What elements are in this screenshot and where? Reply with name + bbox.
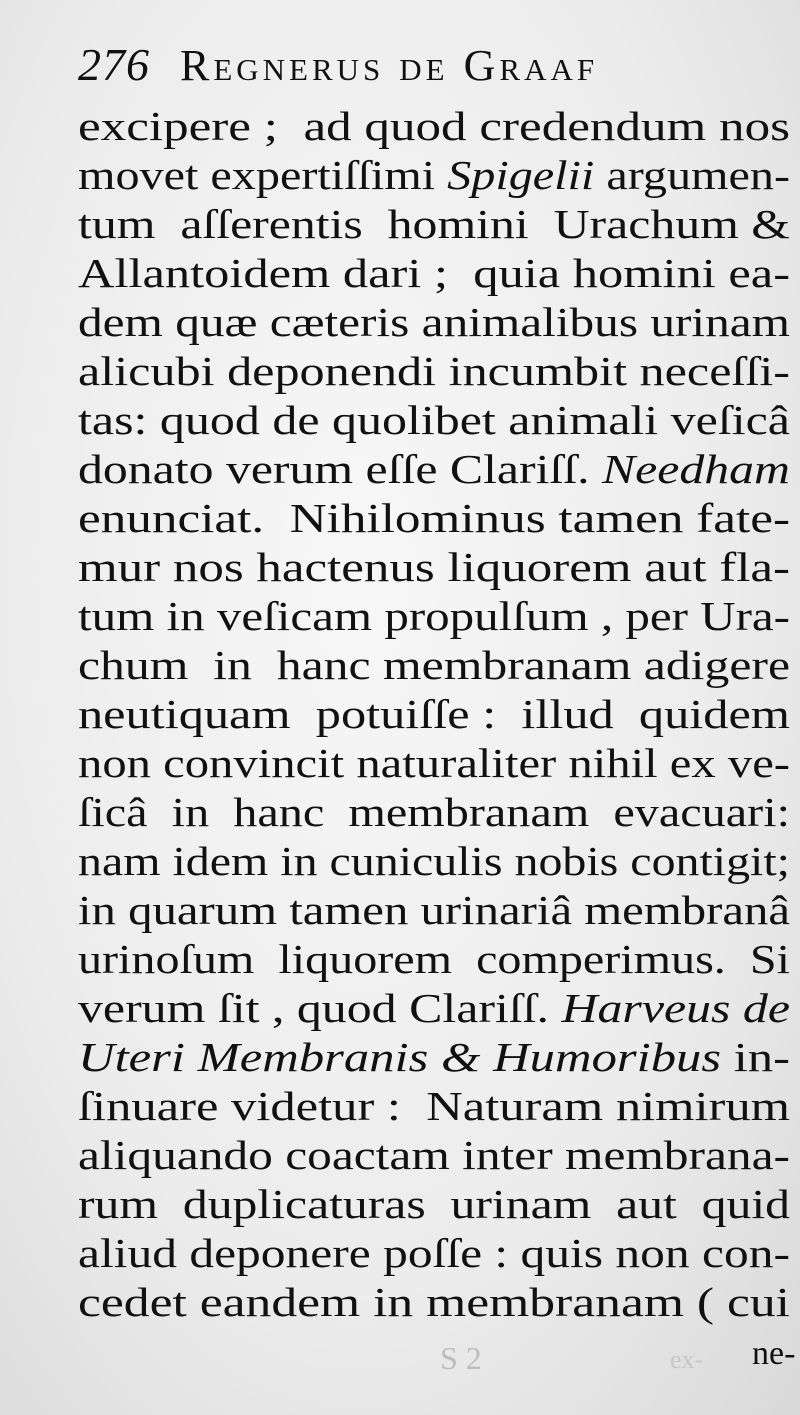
text-line xyxy=(78,1082,790,1131)
text-line xyxy=(78,298,790,347)
text-line xyxy=(78,396,790,445)
page-number: 276 xyxy=(78,39,150,90)
text-segment: ſicâ in hanc membranam evacuari: xyxy=(78,789,790,835)
text-line xyxy=(78,739,790,788)
text-segment: in- xyxy=(721,1034,790,1080)
body-text xyxy=(78,102,790,1327)
text-segment: cedet eandem in membranam ( cui xyxy=(78,1279,790,1325)
text-line xyxy=(78,151,790,200)
running-title: Regnerus de Graaf xyxy=(180,41,599,90)
text-line xyxy=(78,200,790,249)
text-line xyxy=(78,1033,790,1082)
text-segment: dem quæ cæteris animalibus urinam xyxy=(78,299,790,345)
text-segment: nam idem in cuniculis nobis contigit; xyxy=(78,838,790,884)
text-line xyxy=(78,1131,790,1180)
signature-mark: S 2 xyxy=(440,1340,482,1376)
italic-segment: Harveus de xyxy=(561,985,790,1031)
text-line xyxy=(78,984,790,1033)
text-line xyxy=(78,788,790,837)
text-segment: tas: quod de quolibet animali veſicâ xyxy=(78,397,790,443)
bleed-through-text: ex- xyxy=(670,1345,704,1374)
text-segment: chum in hanc membranam adigere xyxy=(78,642,790,688)
text-segment: excipere ; ad quod credendum nos xyxy=(78,103,790,149)
italic-segment: Spigelii xyxy=(447,152,595,198)
text-segment: tum in veſicam propulſum , per Ura- xyxy=(78,593,790,639)
text-segment: Allantoidem dari ; quia homini ea- xyxy=(78,250,790,296)
text-segment: argumen- xyxy=(594,152,790,198)
text-line xyxy=(78,592,790,641)
text-line xyxy=(78,690,790,739)
text-line xyxy=(78,249,790,298)
text-segment: verum ſit , quod Clariſſ. xyxy=(78,985,562,1031)
text-line xyxy=(78,935,790,984)
text-segment: non convincit naturaliter nihil ex ve- xyxy=(78,740,790,786)
text-line xyxy=(78,837,790,886)
text-segment: tum aſſerentis homini Urachum & xyxy=(78,201,790,247)
text-segment: rum duplicaturas urinam aut quid xyxy=(78,1181,790,1227)
text-line xyxy=(78,886,790,935)
italic-segment: Uteri Membranis & Humoribus xyxy=(78,1034,722,1080)
italic-segment: Needham xyxy=(601,446,790,492)
text-line xyxy=(78,347,790,396)
text-segment: urinoſum liquorem comperimus. Si xyxy=(78,936,790,982)
text-segment: donato verum eſſe Clariſſ. xyxy=(78,446,602,492)
text-segment: movet expertiſſimi xyxy=(78,152,448,198)
text-segment: aliquando coactam inter membrana- xyxy=(78,1132,790,1178)
catchword: ne- xyxy=(752,1335,796,1372)
text-segment: in quarum tamen urinariâ membranâ xyxy=(78,887,790,933)
text-line xyxy=(78,1180,790,1229)
text-segment: neutiquam potuiſſe : illud quidem xyxy=(78,691,790,737)
text-segment: mur nos hactenus liquorem aut fla- xyxy=(78,544,790,590)
text-line xyxy=(78,494,790,543)
text-segment: ſinuare videtur : Naturam nimirum xyxy=(78,1083,791,1129)
text-line xyxy=(78,1229,790,1278)
text-line xyxy=(78,445,790,494)
text-segment: aliud deponere poſſe : quis non con- xyxy=(78,1230,790,1276)
text-segment: alicubi deponendi incumbit neceſſi- xyxy=(78,348,790,394)
text-line xyxy=(78,543,790,592)
text-line xyxy=(78,102,790,151)
text-segment: enunciat. Nihilominus tamen fate- xyxy=(78,495,790,541)
page-header xyxy=(78,38,768,100)
text-line xyxy=(78,1278,790,1327)
text-line xyxy=(78,641,790,690)
